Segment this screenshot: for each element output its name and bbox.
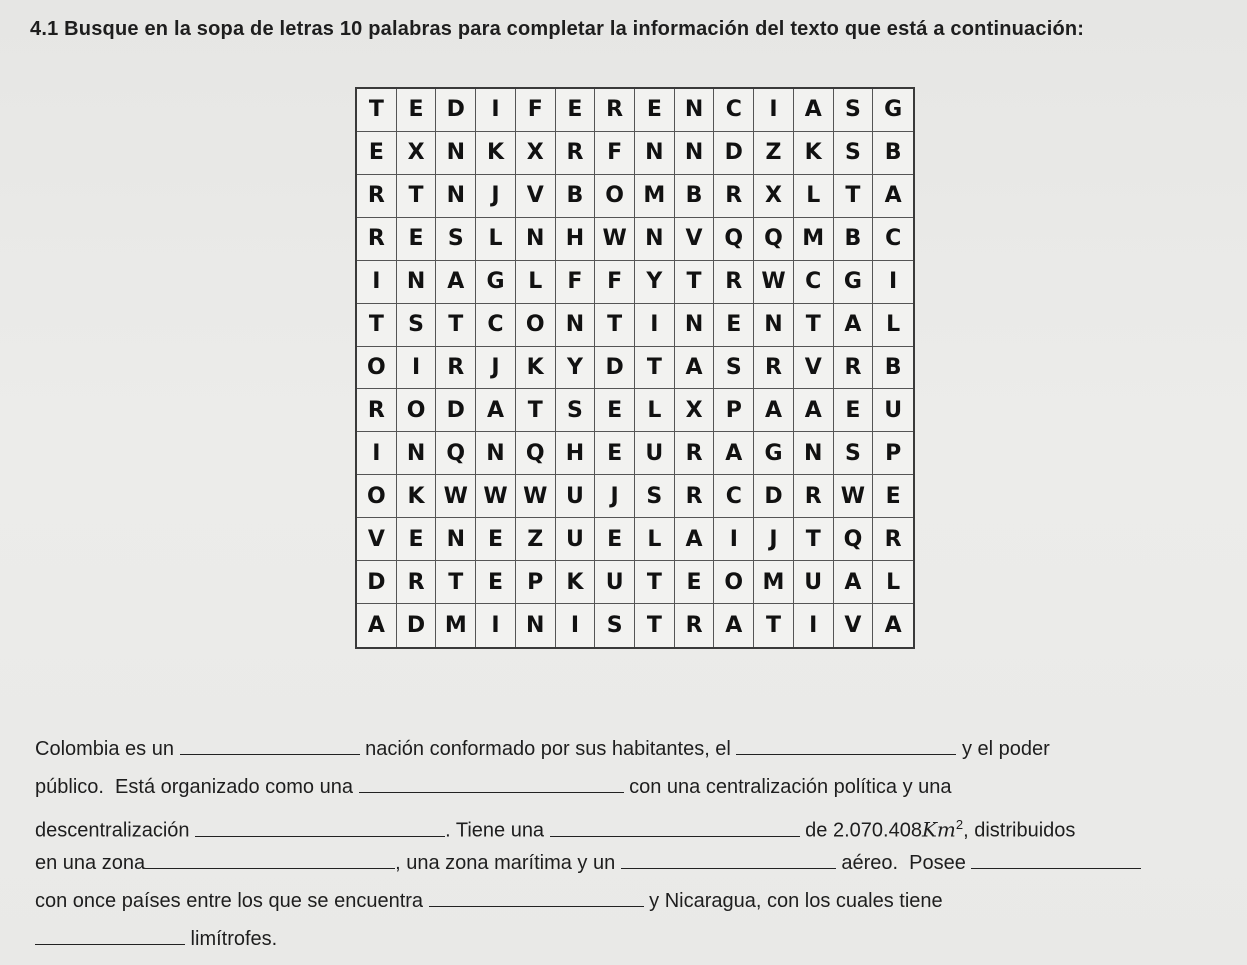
- grid-cell[interactable]: A: [794, 89, 834, 132]
- grid-cell[interactable]: R: [794, 475, 834, 518]
- grid-cell[interactable]: A: [834, 561, 874, 604]
- grid-cell[interactable]: J: [595, 475, 635, 518]
- grid-cell[interactable]: L: [873, 561, 913, 604]
- grid-cell[interactable]: W: [436, 475, 476, 518]
- grid-cell[interactable]: B: [675, 175, 715, 218]
- grid-cell[interactable]: N: [794, 432, 834, 475]
- grid-cell[interactable]: D: [714, 132, 754, 175]
- grid-cell[interactable]: S: [436, 218, 476, 261]
- grid-cell[interactable]: P: [714, 389, 754, 432]
- text-segment: descentralización: [35, 819, 196, 842]
- text-segment: con una centralización política y una: [623, 776, 952, 798]
- grid-cell[interactable]: Q: [834, 518, 874, 561]
- grid-cell[interactable]: C: [873, 218, 913, 261]
- grid-cell[interactable]: L: [516, 261, 556, 304]
- grid-cell[interactable]: N: [436, 175, 476, 218]
- grid-cell[interactable]: E: [397, 89, 437, 132]
- grid-cell[interactable]: O: [357, 475, 397, 518]
- grid-cell[interactable]: P: [516, 561, 556, 604]
- grid-cell[interactable]: U: [556, 475, 596, 518]
- grid-cell[interactable]: L: [873, 304, 913, 347]
- grid-cell[interactable]: M: [754, 561, 794, 604]
- grid-cell[interactable]: R: [357, 218, 397, 261]
- grid-cell[interactable]: R: [357, 389, 397, 432]
- grid-cell[interactable]: I: [476, 604, 516, 647]
- grid-cell[interactable]: K: [556, 561, 596, 604]
- text-segment: y el poder: [956, 738, 1050, 760]
- grid-cell[interactable]: D: [397, 604, 437, 647]
- grid-cell[interactable]: N: [635, 218, 675, 261]
- paragraph-line-5: [35, 882, 1215, 920]
- grid-cell[interactable]: J: [476, 347, 516, 390]
- fill-in-paragraph: [35, 730, 1215, 958]
- grid-cell[interactable]: F: [556, 261, 596, 304]
- grid-cell[interactable]: T: [436, 561, 476, 604]
- grid-cell[interactable]: W: [595, 218, 635, 261]
- grid-cell[interactable]: I: [714, 518, 754, 561]
- grid-cell[interactable]: T: [794, 518, 834, 561]
- grid-cell[interactable]: Z: [754, 132, 794, 175]
- text-segment: con once países entre los que se encuentra: [35, 890, 429, 912]
- grid-cell[interactable]: E: [397, 218, 437, 261]
- grid-cell[interactable]: U: [595, 561, 635, 604]
- grid-cell[interactable]: N: [675, 89, 715, 132]
- grid-cell[interactable]: Q: [754, 218, 794, 261]
- grid-cell[interactable]: T: [397, 175, 437, 218]
- grid-cell[interactable]: V: [794, 347, 834, 390]
- grid-cell[interactable]: I: [794, 604, 834, 647]
- grid-cell[interactable]: T: [357, 304, 397, 347]
- grid-cell[interactable]: Q: [436, 432, 476, 475]
- grid-cell[interactable]: A: [675, 347, 715, 390]
- grid-cell[interactable]: O: [357, 347, 397, 390]
- grid-cell[interactable]: T: [635, 347, 675, 390]
- answer-blank[interactable]: [359, 774, 624, 793]
- grid-cell[interactable]: T: [357, 89, 397, 132]
- grid-cell[interactable]: O: [714, 561, 754, 604]
- text-segment: limítrofes.: [185, 928, 278, 950]
- grid-cell[interactable]: T: [794, 304, 834, 347]
- grid-cell[interactable]: B: [873, 132, 913, 175]
- grid-cell[interactable]: E: [397, 518, 437, 561]
- paragraph-line-2: [35, 768, 1215, 806]
- grid-cell[interactable]: N: [635, 132, 675, 175]
- grid-cell[interactable]: E: [476, 561, 516, 604]
- text-segment: Colombia es un: [35, 738, 180, 760]
- grid-cell[interactable]: N: [754, 304, 794, 347]
- grid-cell[interactable]: C: [714, 89, 754, 132]
- text-segment: nación conformado por sus habitantes, el: [359, 738, 737, 760]
- grid-cell[interactable]: X: [516, 132, 556, 175]
- grid-cell[interactable]: R: [357, 175, 397, 218]
- text-segment: público. Está organizado como una: [35, 776, 359, 798]
- grid-cell[interactable]: U: [794, 561, 834, 604]
- text-segment: , una zona marítima y un: [395, 852, 621, 874]
- paragraph-line-1: [35, 730, 1215, 768]
- grid-cell[interactable]: T: [436, 304, 476, 347]
- grid-cell[interactable]: N: [516, 218, 556, 261]
- grid-cell[interactable]: R: [595, 89, 635, 132]
- grid-cell[interactable]: U: [873, 389, 913, 432]
- grid-cell[interactable]: A: [357, 604, 397, 647]
- text-segment: aéreo. Posee: [835, 852, 972, 874]
- text-segment: en una zona: [35, 852, 146, 874]
- grid-cell[interactable]: B: [834, 218, 874, 261]
- paragraph-line-3: [35, 806, 1215, 844]
- grid-cell[interactable]: S: [556, 389, 596, 432]
- answer-blank[interactable]: [621, 850, 836, 869]
- grid-cell[interactable]: A: [884, 613, 902, 639]
- grid-cell[interactable]: U: [635, 432, 675, 475]
- grid-cell[interactable]: W: [476, 475, 516, 518]
- grid-cell[interactable]: A: [714, 604, 754, 647]
- grid-cell[interactable]: A: [714, 432, 754, 475]
- grid-cell[interactable]: I: [476, 89, 516, 132]
- unit-km: Km: [921, 817, 956, 842]
- grid-cell[interactable]: D: [754, 475, 794, 518]
- grid-cell[interactable]: S: [397, 304, 437, 347]
- answer-blank[interactable]: [180, 736, 360, 755]
- grid-cell[interactable]: R: [675, 604, 715, 647]
- grid-cell[interactable]: L: [476, 218, 516, 261]
- grid-cell[interactable]: N: [436, 518, 476, 561]
- grid-cell[interactable]: S: [834, 132, 874, 175]
- text-segment: y Nicaragua, con los cuales tiene: [643, 890, 943, 912]
- grid-cell[interactable]: D: [436, 389, 476, 432]
- grid-cell[interactable]: G: [754, 432, 794, 475]
- grid-cell[interactable]: C: [794, 261, 834, 304]
- grid-cell[interactable]: A: [794, 389, 834, 432]
- grid-cell[interactable]: I: [397, 347, 437, 390]
- grid-cell[interactable]: W: [834, 475, 874, 518]
- grid-cell[interactable]: X: [397, 132, 437, 175]
- grid-cell[interactable]: P: [873, 432, 913, 475]
- grid-cell[interactable]: I: [556, 604, 596, 647]
- grid-cell[interactable]: N: [397, 432, 437, 475]
- grid-cell[interactable]: T: [595, 304, 635, 347]
- grid-cell[interactable]: E: [595, 389, 635, 432]
- grid-cell[interactable]: C: [476, 304, 516, 347]
- grid-cell[interactable]: O: [516, 304, 556, 347]
- grid-cell[interactable]: L: [635, 518, 675, 561]
- answer-blank[interactable]: [429, 888, 644, 907]
- grid-cell[interactable]: K: [397, 475, 437, 518]
- paragraph-line-6: [35, 920, 1215, 958]
- grid-cell[interactable]: F: [516, 89, 556, 132]
- answer-blank[interactable]: [145, 850, 395, 869]
- grid-cell[interactable]: Z: [516, 518, 556, 561]
- grid-cell[interactable]: V: [834, 604, 874, 647]
- grid-cell[interactable]: E: [556, 89, 596, 132]
- grid-cell[interactable]: J: [754, 518, 794, 561]
- grid-cell[interactable]: N: [476, 432, 516, 475]
- answer-blank[interactable]: [550, 818, 800, 837]
- grid-cell[interactable]: R: [714, 175, 754, 218]
- grid-cell[interactable]: S: [595, 604, 635, 647]
- grid-cell[interactable]: T: [516, 389, 556, 432]
- grid-cell[interactable]: C: [714, 475, 754, 518]
- grid-cell[interactable]: X: [754, 175, 794, 218]
- grid-cell[interactable]: L: [635, 389, 675, 432]
- grid-cell[interactable]: R: [834, 347, 874, 390]
- grid-cell[interactable]: I: [357, 432, 397, 475]
- grid-cell[interactable]: N: [556, 304, 596, 347]
- answer-blank[interactable]: [35, 926, 185, 945]
- grid-cell[interactable]: H: [556, 432, 596, 475]
- grid-cell[interactable]: K: [794, 132, 834, 175]
- grid-cell[interactable]: W: [516, 475, 556, 518]
- grid-cell[interactable]: G: [476, 261, 516, 304]
- text-segment: de 2.070.408: [799, 819, 922, 842]
- grid-cell[interactable]: H: [556, 218, 596, 261]
- text-segment: , distribuidos: [963, 819, 1076, 842]
- grid-cell[interactable]: T: [675, 261, 715, 304]
- grid-cell[interactable]: K: [476, 132, 516, 175]
- grid-cell[interactable]: E: [595, 432, 635, 475]
- grid-cell[interactable]: I: [754, 89, 794, 132]
- grid-cell[interactable]: D: [436, 89, 476, 132]
- grid-cell[interactable]: A: [436, 261, 476, 304]
- grid-cell[interactable]: R: [754, 347, 794, 390]
- grid-cell[interactable]: T: [635, 561, 675, 604]
- grid-cell[interactable]: V: [675, 218, 715, 261]
- grid-cell[interactable]: I: [357, 261, 397, 304]
- grid-cell[interactable]: A: [476, 389, 516, 432]
- grid-cell[interactable]: B: [873, 347, 913, 390]
- grid-cell[interactable]: M: [436, 604, 476, 647]
- answer-blank[interactable]: [971, 850, 1141, 869]
- grid-cell[interactable]: E: [675, 561, 715, 604]
- grid-cell[interactable]: W: [754, 261, 794, 304]
- grid-cell[interactable]: T: [635, 604, 675, 647]
- grid-cell[interactable]: D: [595, 347, 635, 390]
- grid-cell[interactable]: V: [516, 175, 556, 218]
- grid-cell[interactable]: A: [873, 175, 913, 218]
- grid-cell[interactable]: T: [754, 604, 794, 647]
- grid-cell[interactable]: R: [714, 261, 754, 304]
- grid-cell[interactable]: E: [476, 518, 516, 561]
- grid-cell[interactable]: Q: [516, 432, 556, 475]
- grid-cell[interactable]: Y: [635, 261, 675, 304]
- grid-cell[interactable]: R: [556, 132, 596, 175]
- grid-cell[interactable]: Q: [714, 218, 754, 261]
- grid-cell[interactable]: L: [794, 175, 834, 218]
- grid-cell[interactable]: M: [635, 175, 675, 218]
- grid-cell[interactable]: T: [834, 175, 874, 218]
- grid-cell[interactable]: F: [595, 261, 635, 304]
- grid-cell[interactable]: S: [834, 89, 874, 132]
- grid-cell[interactable]: B: [556, 175, 596, 218]
- grid-cell[interactable]: R: [397, 561, 437, 604]
- grid-cell[interactable]: N: [675, 132, 715, 175]
- grid-cell[interactable]: E: [595, 518, 635, 561]
- grid-cell[interactable]: N: [516, 604, 556, 647]
- grid-cell[interactable]: D: [357, 561, 397, 604]
- text-segment: . Tiene una: [445, 819, 550, 842]
- grid-cell[interactable]: N: [397, 261, 437, 304]
- grid-cell[interactable]: O: [397, 389, 437, 432]
- grid-cell[interactable]: M: [794, 218, 834, 261]
- answer-blank[interactable]: [736, 736, 956, 755]
- grid-cell[interactable]: A: [834, 304, 874, 347]
- grid-cell[interactable]: A: [754, 389, 794, 432]
- grid-cell[interactable]: R: [873, 518, 913, 561]
- grid-cell[interactable]: R: [436, 347, 476, 390]
- grid-cell[interactable]: R: [675, 432, 715, 475]
- instruction-text: 4.1 Busque en la sopa de letras 10 palabras para completar la información del texto que está a continuación:: [30, 18, 1085, 40]
- grid-cell[interactable]: U: [556, 518, 596, 561]
- grid-cell[interactable]: G: [834, 261, 874, 304]
- grid-cell[interactable]: E: [834, 389, 874, 432]
- grid-cell[interactable]: S: [635, 475, 675, 518]
- grid-cell[interactable]: I: [873, 261, 913, 304]
- unit-exponent: 2: [955, 817, 964, 832]
- grid-cell[interactable]: K: [516, 347, 556, 390]
- grid-cell[interactable]: I: [635, 304, 675, 347]
- grid-cell[interactable]: R: [675, 475, 715, 518]
- grid-cell[interactable]: Y: [556, 347, 596, 390]
- grid-cell[interactable]: G: [873, 89, 913, 132]
- word-search-grid: [355, 87, 915, 649]
- grid-cell[interactable]: E: [635, 89, 675, 132]
- grid-cell[interactable]: J: [476, 175, 516, 218]
- grid-cell[interactable]: N: [675, 304, 715, 347]
- grid-cell[interactable]: S: [834, 432, 874, 475]
- answer-blank[interactable]: [195, 818, 445, 837]
- grid-cell[interactable]: E: [873, 475, 913, 518]
- grid-cell[interactable]: V: [357, 518, 397, 561]
- grid-cell[interactable]: N: [436, 132, 476, 175]
- grid-cell[interactable]: E: [357, 132, 397, 175]
- paragraph-line-4: [35, 844, 1215, 882]
- grid-cell[interactable]: S: [714, 347, 754, 390]
- grid-cell[interactable]: O: [595, 175, 635, 218]
- grid-cell[interactable]: E: [714, 304, 754, 347]
- grid-cell[interactable]: A: [675, 518, 715, 561]
- grid-cell[interactable]: F: [595, 132, 635, 175]
- grid-cell[interactable]: X: [675, 389, 715, 432]
